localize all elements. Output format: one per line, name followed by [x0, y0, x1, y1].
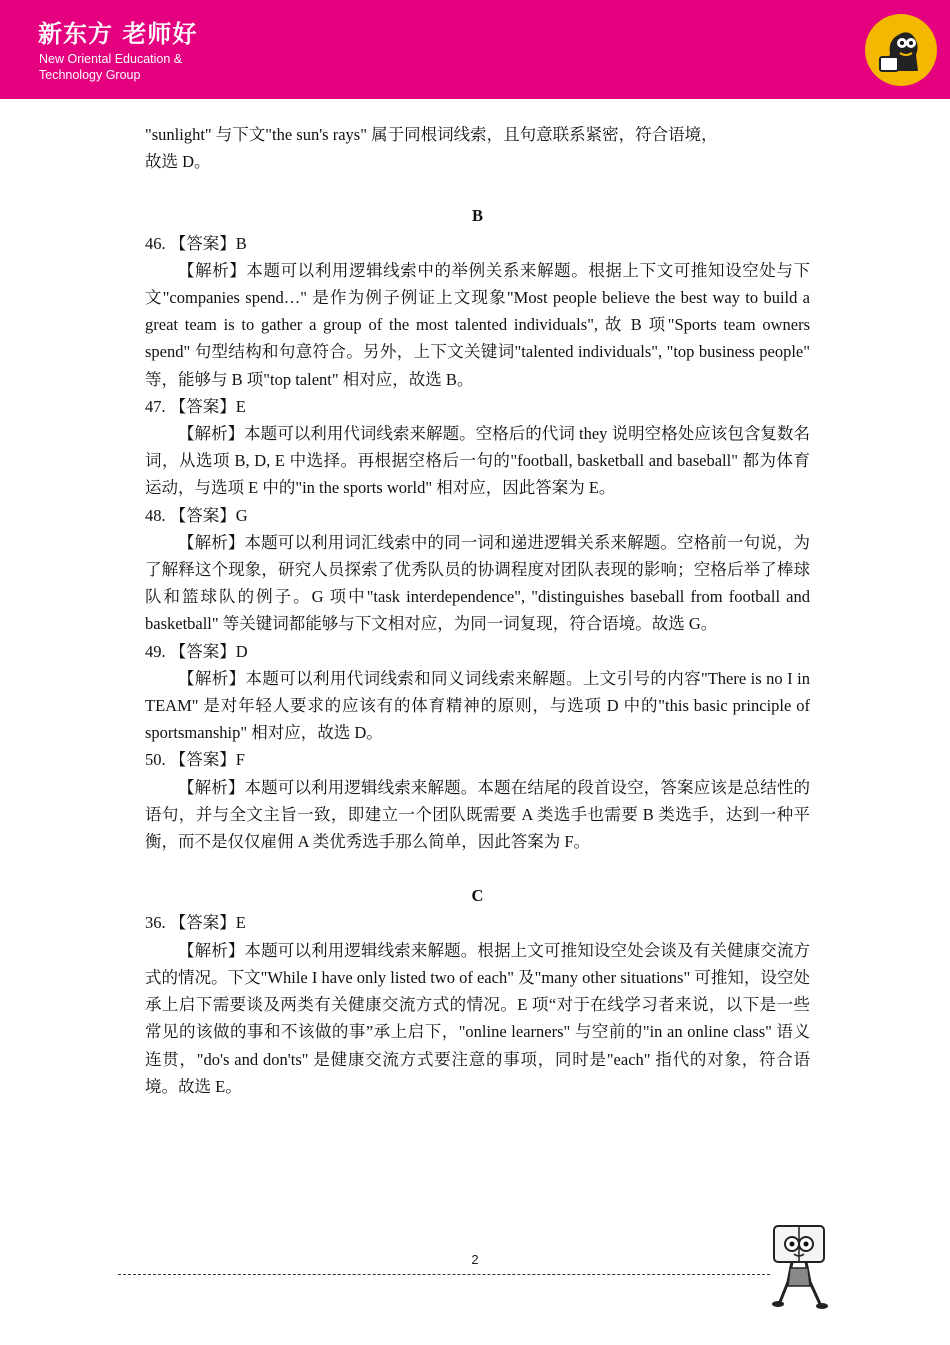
q50-answer: 50. 【答案】F: [145, 750, 245, 770]
intro-line-1: "sunlight" 与下文"the sun's rays" 属于同根词线索，且句意联系紧密，符合语境，: [145, 125, 718, 144]
q36-analysis: 【解析】本题可以利用逻辑线索来解题。根据上文可推知设空处会谈及有关健康交流方式的情况。下文"While I have only listed two of each" 及"many other situations" 可推知，设空处承上启下需要谈及两类有关健康交流方式的情况。E 项“对于在线学习者来说，以下是一些常见的该做的事和不该做的事”承上启下，"online learners" 与空前的"in an online class" 语义连贯，"do's and don'ts" 是健康交流方式要注意的事项，同时是"each" 指代的对象，符合语境。故选 E。: [145, 940, 810, 1096]
q46-analysis: 【解析】本题可以利用逻辑线索中的举例关系来解题。根据上下文可推知设空处与下文"companies spend…" 是作为例子例证上文现象"Most people believe the best way to build a great team is to gather a group of the most talented individuals", 故 B 项"Sports team owners spend" 句型结构和句意符合。另外，上下文关键词"talented individuals", "top business people" 等，能够与 B 项"top talent" 相对应，故选 B。: [145, 260, 810, 389]
footer-divider: [118, 1274, 770, 1275]
q47-answer: 47. 【答案】E: [145, 396, 246, 416]
brand-en-line1: New Oriental Education &: [39, 52, 183, 66]
page-number: 2: [471, 1252, 479, 1267]
q47-analysis: 【解析】本题可以利用代词线索来解题。空格后的代词 they 说明空格处应该包含复数名词，从选项 B, D, E 中选择。再根据空格后一句的"football, basketball and baseball" 都为体育运动，与选项 E 中的"in the sports world" 相对应，因此答案为 E。: [145, 424, 810, 498]
q50-analysis: 【解析】本题可以利用逻辑线索来解题。本题在结尾的段首设空，答案应该是总结性的语句，并与全文主旨一致，即建立一个团队既需要 A 类选手也需要 B 类选手，达到一种平衡，而不是仅仅雇佣 A 类优秀选手那么简单，因此答案为 F。: [145, 777, 810, 852]
q46-answer: 46. 【答案】B: [145, 233, 247, 253]
document-body: [145, 121, 810, 1100]
q49-answer: 49. 【答案】D: [145, 641, 248, 661]
section-heading-b: B: [471, 206, 483, 226]
intro-line-2: 故选 D。: [145, 152, 211, 172]
brand-name-en: [39, 51, 182, 83]
q48-answer: 48. 【答案】G: [145, 505, 248, 525]
section-heading-c: C: [471, 886, 484, 906]
brand-name-cn: 新东方 老师好: [38, 20, 198, 48]
q36-answer: 36. 【答案】E: [145, 913, 246, 933]
brand-en-line2: Technology Group: [39, 68, 141, 82]
q48-analysis: 【解析】本题可以利用词汇线索中的同一词和递进逻辑关系来解题。空格前一句说，为了解释这个现象，研究人员探索了优秀队员的协调程度对团队表现的影响；空格后举了棒球队和篮球队的例子。G 项中"task interdependence", "distinguishes baseball from football and basketball" 等关键词都能够与下文相对应，为同一词复现，符合语境。故选 G。: [145, 532, 810, 634]
header-banner: [0, 0, 950, 99]
reading-mascot-icon: [768, 1222, 830, 1310]
q49-analysis: 【解析】本题可以利用代词线索和同义词线索来解题。上文引号的内容"There is no I in TEAM" 是对年轻人要求的应该有的体育精神的原则，与选项 D 中的"this basic principle of sportsmanship" 相对应，故选 D。: [145, 668, 810, 743]
mascot-logo-icon: [864, 13, 938, 87]
